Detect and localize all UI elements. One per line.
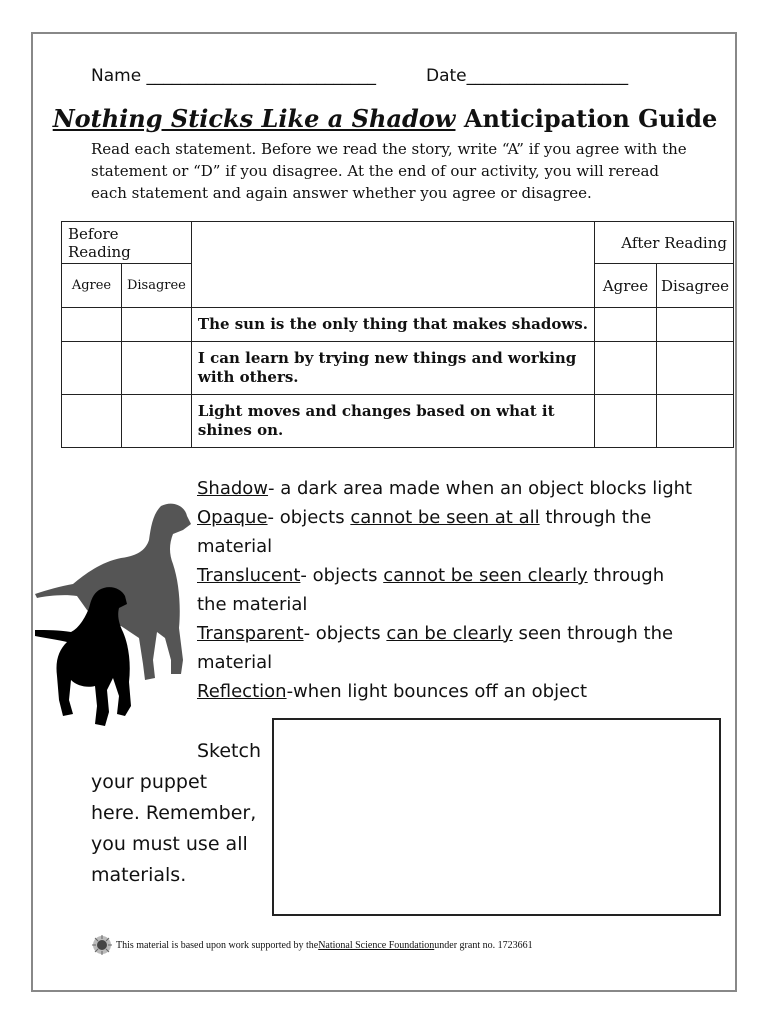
- table-row: [62, 308, 734, 342]
- agree-after-header: Agree: [595, 264, 657, 308]
- vocab-reflection: Reflection-when light bounces off an object: [197, 681, 588, 702]
- answer-cell[interactable]: [595, 308, 657, 342]
- disagree-after-header: Disagree: [656, 264, 733, 308]
- sketch-rest: your puppet here. Remember, you must use all materials.: [91, 771, 257, 886]
- answer-cell[interactable]: [62, 342, 122, 395]
- nsf-logo-icon: [92, 935, 112, 955]
- vocab-transparent: Transparent- objects can be clearly seen through the material: [197, 623, 674, 673]
- statement-text: Light moves and changes based on what it shines on.: [191, 395, 594, 448]
- title-suffix: Anticipation Guide: [455, 104, 718, 133]
- sketch-box[interactable]: [272, 718, 721, 916]
- book-title: Nothing Sticks Like a Shadow: [52, 104, 456, 133]
- before-reading-header: Before Reading: [62, 222, 192, 264]
- sketch-instructions: [91, 736, 261, 891]
- date-field: Date___________________: [426, 66, 629, 86]
- answer-cell[interactable]: [121, 395, 191, 448]
- answer-cell[interactable]: [121, 308, 191, 342]
- answer-cell[interactable]: [656, 308, 733, 342]
- footer: [92, 935, 533, 955]
- statement-text: I can learn by trying new things and working with others.: [191, 342, 594, 395]
- answer-cell[interactable]: [62, 308, 122, 342]
- answer-cell[interactable]: [656, 395, 733, 448]
- table-row: [62, 395, 734, 448]
- vocab-opaque: Opaque- objects cannot be seen at all through the material: [197, 507, 652, 557]
- vocabulary-list: [197, 474, 697, 706]
- anticipation-table: [61, 221, 734, 448]
- sketch-first-word: Sketch: [196, 740, 261, 762]
- vocab-shadow: Shadow- a dark area made when an object blocks light: [197, 478, 693, 499]
- after-reading-header: After Reading: [595, 222, 734, 264]
- agree-before-header: Agree: [62, 264, 122, 308]
- dog-silhouettes-icon: [33, 500, 195, 730]
- page-title: [0, 104, 770, 133]
- disagree-before-header: Disagree: [121, 264, 191, 308]
- answer-cell[interactable]: [595, 395, 657, 448]
- statement-header-blank: [191, 222, 594, 308]
- footer-text-pre: This material is based upon work supported by the: [116, 939, 319, 951]
- answer-cell[interactable]: [656, 342, 733, 395]
- vocab-translucent: Translucent- objects cannot be seen clearly through the material: [197, 565, 665, 615]
- table-row: [62, 342, 734, 395]
- answer-cell[interactable]: [121, 342, 191, 395]
- answer-cell[interactable]: [62, 395, 122, 448]
- name-field: Name ___________________________: [91, 66, 377, 86]
- answer-cell[interactable]: [595, 342, 657, 395]
- statement-text: The sun is the only thing that makes shadows.: [191, 308, 594, 342]
- footer-text-post: under grant no. 1723661: [434, 939, 533, 951]
- instructions: Read each statement. Before we read the story, write “A” if you agree with the statement or “D” if you disagree. At the end of our activity, you will reread each statement and again answer whether you agree or disagree.: [91, 140, 687, 202]
- nsf-link[interactable]: National Science Foundation: [318, 939, 435, 951]
